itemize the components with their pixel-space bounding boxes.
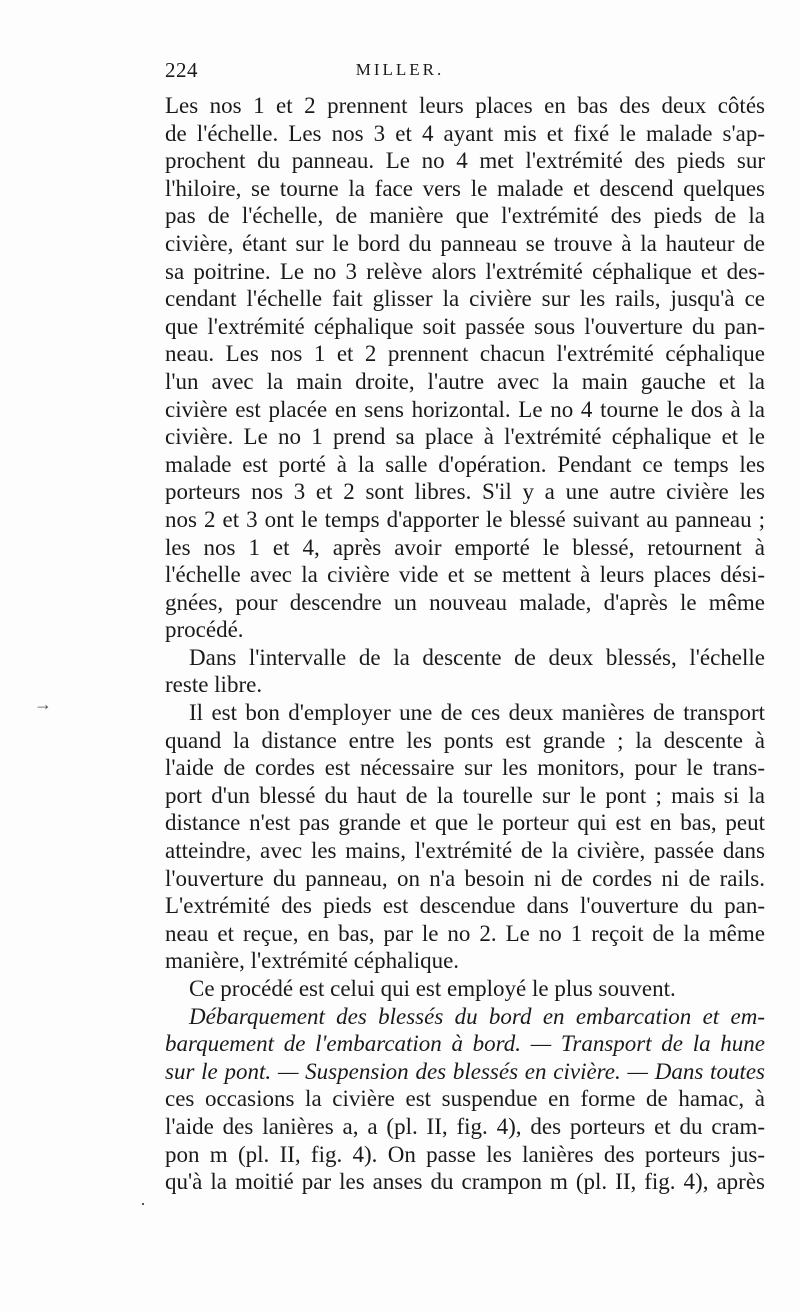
section-heading-line: sur le pont. — Suspension des blessés en civière. — Dans toutes bbox=[165, 1058, 765, 1084]
text-line: civière, étant sur le bord du panneau se trouve à la hauteur de bbox=[165, 230, 765, 256]
text-line: port d'un blessé du haut de la tourelle sur le pont ; mais si la bbox=[165, 782, 765, 808]
text-line: procédé. bbox=[165, 617, 244, 643]
text-line: l'échelle avec la civière vide et se mettent à leurs places dési- bbox=[165, 562, 765, 588]
text-line: sa poitrine. Le no 3 relève alors l'extrémité céphalique et des- bbox=[165, 258, 765, 284]
text-line: pon m (pl. II, fig. 4). On passe les lanières des porteurs jus- bbox=[165, 1141, 765, 1167]
text-line: cendant l'échelle fait glisser la civière sur les rails, jusqu'à ce bbox=[165, 286, 765, 312]
text-line: l'un avec la main droite, l'autre avec la main gauche et la bbox=[165, 368, 765, 394]
text-line: Ce procédé est celui qui est employé le plus souvent. bbox=[189, 976, 676, 1001]
margin-mark: → bbox=[34, 694, 52, 714]
text-line: pas de l'échelle, de manière que l'extrémité des pieds de la bbox=[165, 203, 765, 229]
text-line: les nos 1 et 4, après avoir emporté le blessé, retournent à bbox=[165, 534, 765, 560]
text-line: qu'à la moitié par les anses du crampon m (pl. II, fig. 4), après bbox=[165, 1169, 765, 1195]
text-line: manière, l'extrémité céphalique. bbox=[165, 948, 460, 974]
text-line: neau. Les nos 1 et 2 prennent chacun l'extrémité céphalique bbox=[165, 341, 765, 367]
text-line: Dans l'intervalle de la descente de deux blessés, l'échelle bbox=[189, 644, 765, 670]
text-line: porteurs nos 3 et 2 sont libres. S'il y a une autre civière les bbox=[165, 479, 765, 505]
text-line: Il est bon d'employer une de ces deux manières de transport bbox=[189, 700, 765, 726]
text-line: nos 2 et 3 ont le temps d'apporter le blessé suivant au panneau ; bbox=[165, 506, 765, 532]
text-line: l'aide des lanières a, a (pl. II, fig. 4), des porteurs et du cram- bbox=[165, 1113, 765, 1139]
text-line: l'ouverture du panneau, on n'a besoin ni de cordes ni de rails. bbox=[165, 865, 765, 891]
text-line: que l'extrémité céphalique soit passée sous l'ouverture du pan- bbox=[165, 313, 765, 339]
text-line: distance n'est pas grande et que le porteur qui est en bas, peut bbox=[165, 810, 765, 836]
text-line: prochent du panneau. Le no 4 met l'extrémité des pieds sur bbox=[165, 148, 765, 174]
text-line: atteindre, avec les mains, l'extrémité de la civière, passée dans bbox=[165, 838, 765, 864]
text-line: civière est placée en sens horizontal. Le no 4 tourne le dos à la bbox=[165, 396, 765, 422]
text-line: gnées, pour descendre un nouveau malade, d'après le même bbox=[165, 589, 765, 615]
section-heading-line: Débarquement des blessés du bord en embarcation et em- bbox=[189, 1003, 765, 1029]
text-line: L'extrémité des pieds est descendue dans l'ouverture du pan- bbox=[165, 893, 765, 919]
text-line: malade est porté à la salle d'opération. Pendant ce temps les bbox=[165, 451, 765, 477]
text-line: l'hiloire, se tourne la face vers le malade et descend quelques bbox=[165, 175, 765, 201]
text-line: quand la distance entre les ponts est grande ; la descente à bbox=[165, 727, 765, 753]
margin-bullet: · bbox=[140, 1194, 146, 1214]
text-line: reste libre. bbox=[165, 672, 263, 698]
text-line: ces occasions la civière est suspendue en forme de hamac, à bbox=[165, 1086, 765, 1112]
text-line: de l'échelle. Les nos 3 et 4 ayant mis et fixé le malade s'ap- bbox=[165, 120, 765, 146]
running-head: MILLER. bbox=[355, 60, 445, 79]
text-line: Les nos 1 et 2 prennent leurs places en bas des deux côtés bbox=[165, 93, 765, 118]
body-text bbox=[165, 92, 765, 1196]
text-line: l'aide de cordes est nécessaire sur les monitors, pour le trans- bbox=[165, 755, 765, 781]
text-line: neau et reçue, en bas, par le no 2. Le no 1 reçoit de la même bbox=[165, 920, 765, 946]
page-number: 224 bbox=[165, 58, 198, 82]
text-line: civière. Le no 1 prend sa place à l'extrémité céphalique et le bbox=[165, 424, 765, 450]
section-heading-line: barquement de l'embarcation à bord. — Transport de la hune bbox=[165, 1031, 765, 1057]
